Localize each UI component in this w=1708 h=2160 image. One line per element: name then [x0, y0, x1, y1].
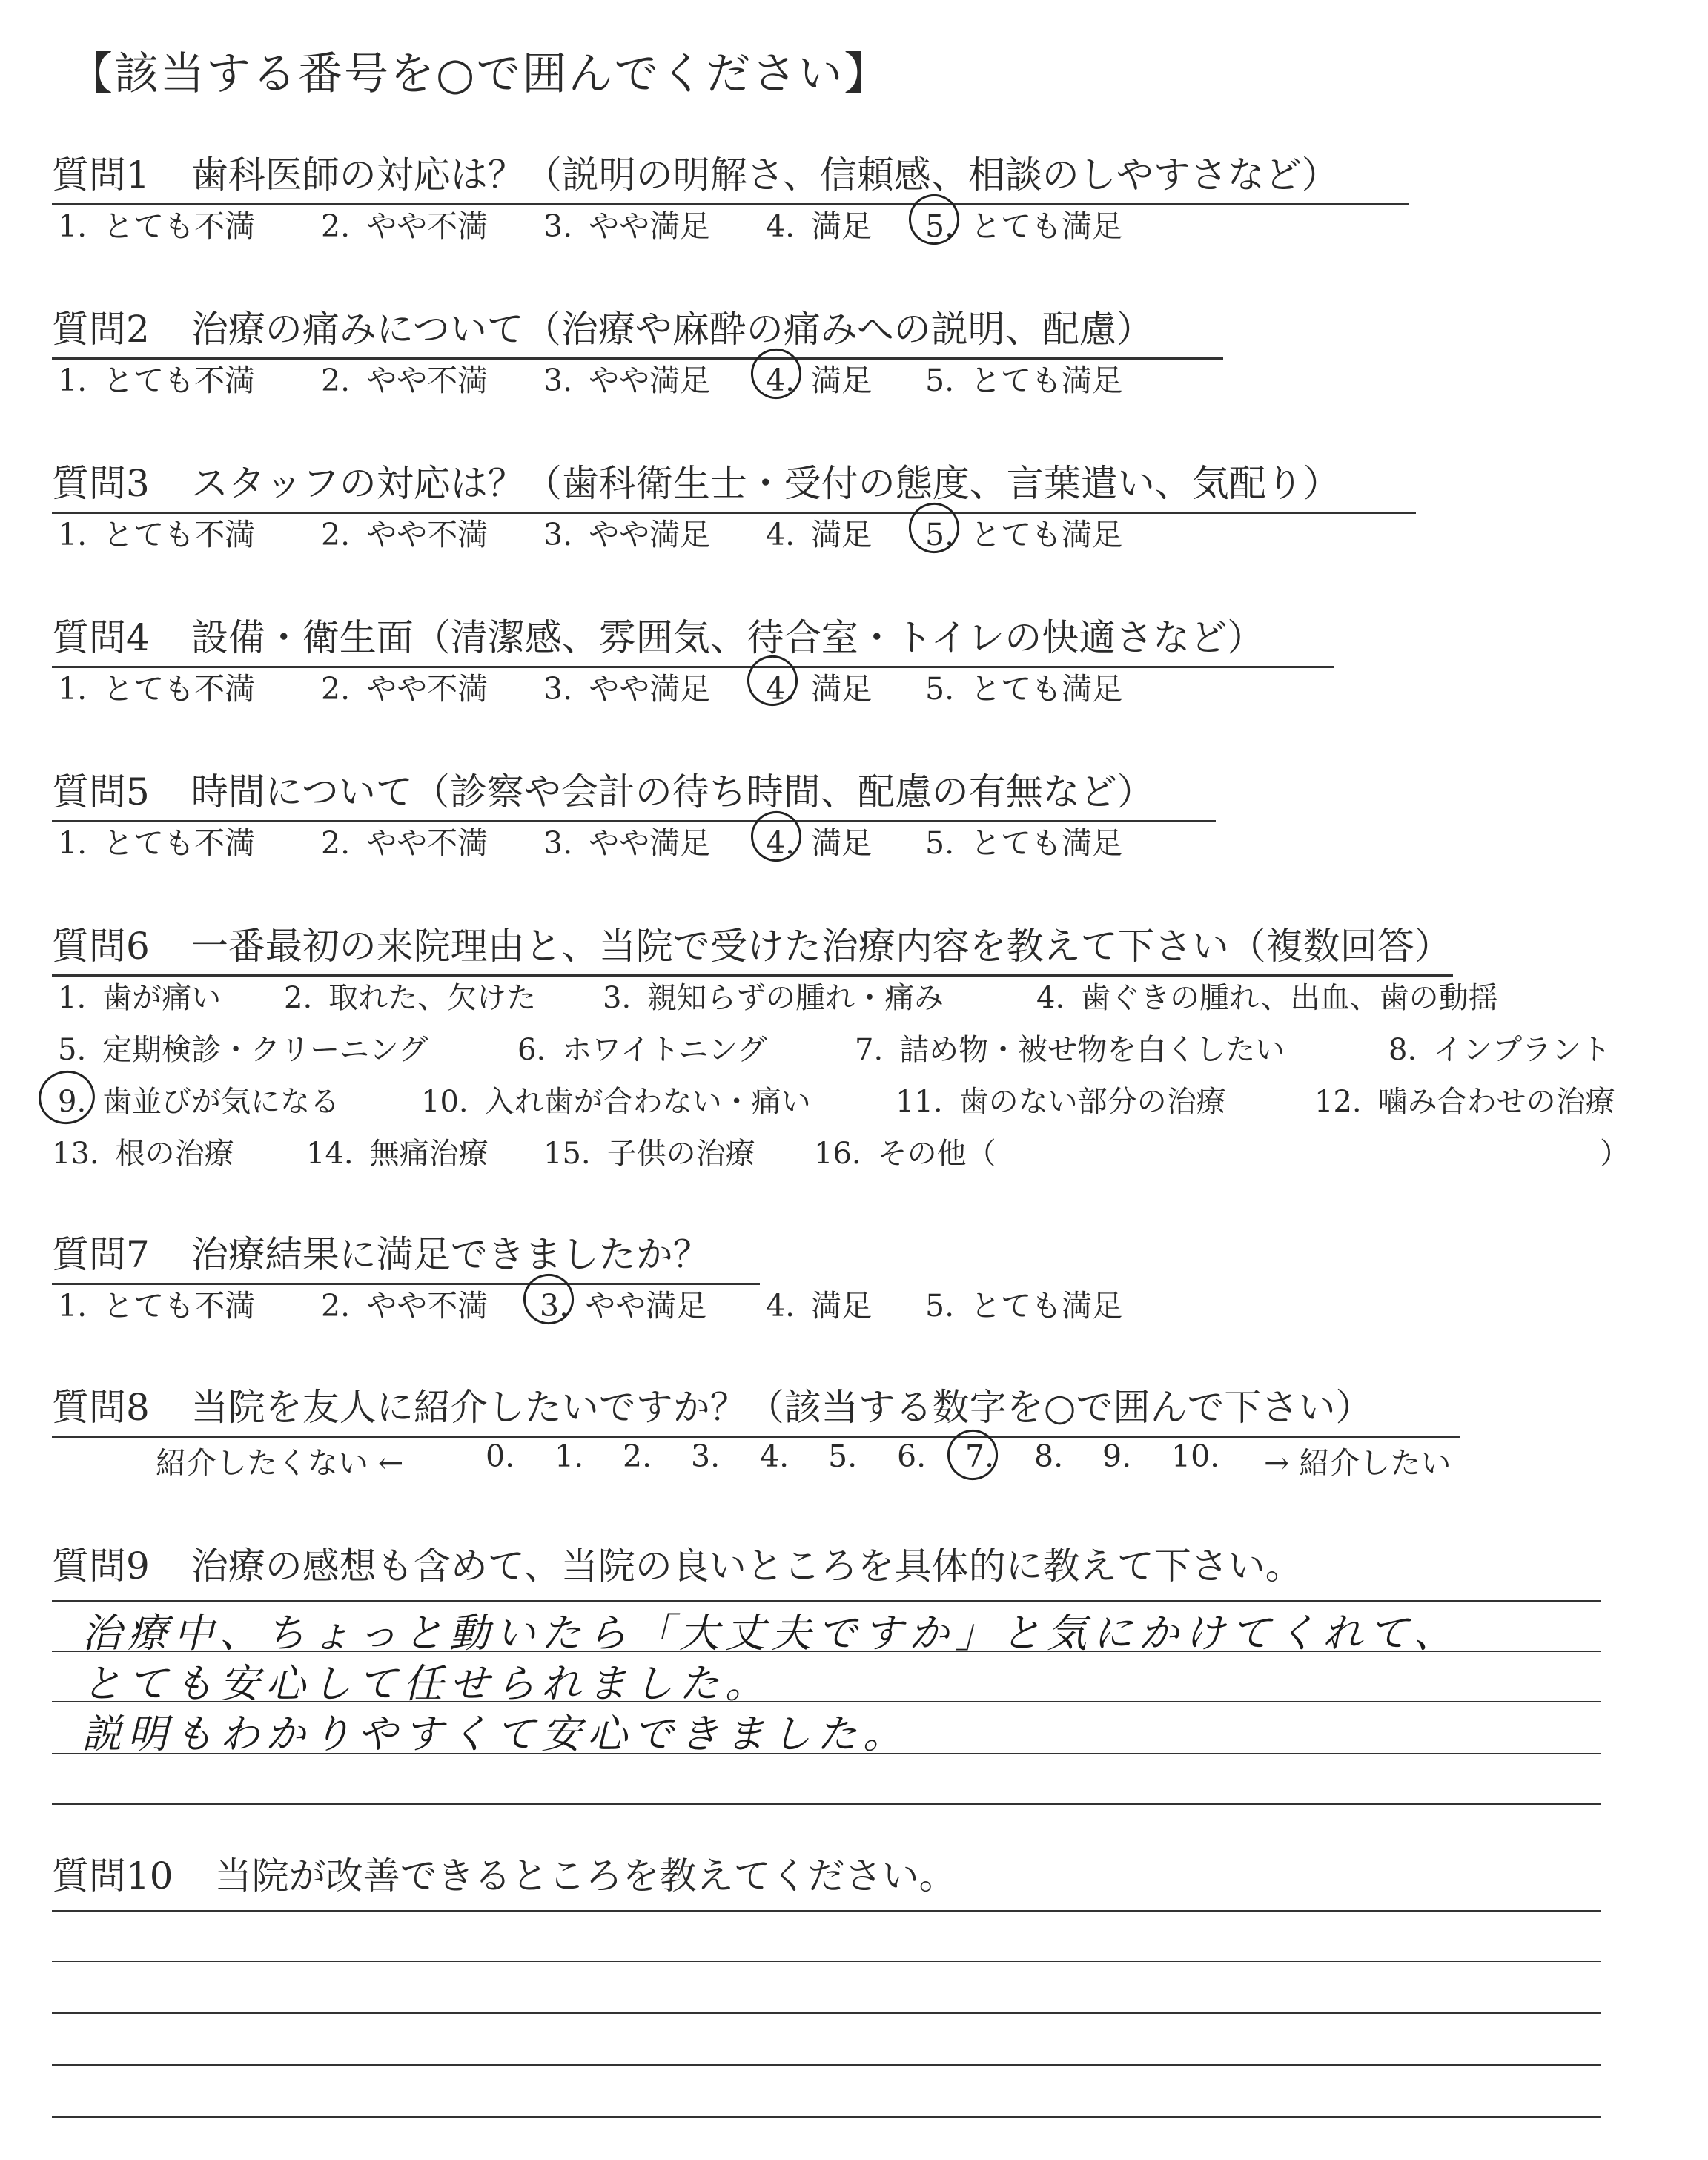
q6-option-16-label: その他（	[877, 1137, 996, 1171]
q7-option-1[interactable]	[58, 1281, 255, 1325]
question-4-text: 設備・衛生面（清潔感、雰囲気、待合室・トイレの快適さなど）	[191, 616, 1265, 659]
q2-option-4-num: 4.	[766, 363, 795, 398]
q3-option-1[interactable]	[58, 510, 255, 554]
q10-line-2	[52, 1961, 1601, 1962]
q6-option-14[interactable]	[306, 1130, 489, 1172]
q4-option-1-label: とても不満	[103, 671, 256, 707]
q6-option-1-num: 1.	[58, 981, 87, 1015]
question-4-title	[52, 608, 1334, 668]
q4-option-4-num: 4.	[766, 671, 795, 707]
q6-option-4-label: 歯ぐきの腫れ、出血、歯の動揺	[1081, 981, 1498, 1015]
instruction-header: 【該当する番号を○で囲んでください】	[68, 48, 890, 100]
q3-option-4-num: 4.	[766, 517, 795, 552]
q6-option-11-num: 11.	[896, 1085, 943, 1119]
q5-option-3-label: やや満足	[589, 825, 711, 861]
q1-option-5-label: とても満足	[970, 208, 1123, 244]
q2-option-2-num: 2.	[321, 363, 351, 398]
q3-option-4[interactable]	[766, 510, 872, 554]
q5-option-4-label: 満足	[811, 825, 873, 861]
q7-option-5[interactable]	[925, 1281, 1122, 1325]
q6-option-1[interactable]	[58, 974, 221, 1017]
q8-value-8[interactable]: 8.	[1034, 1439, 1064, 1474]
q8-value-5[interactable]: 5.	[828, 1439, 858, 1474]
q7-option-2-num: 2.	[321, 1288, 351, 1324]
q1-option-1-label: とても不満	[103, 208, 256, 244]
q6-option-3[interactable]	[603, 974, 944, 1017]
q6-option-12-num: 12.	[1314, 1085, 1362, 1119]
question-2-text: 治療の痛みについて（治療や麻酔の痛みへの説明、配慮）	[191, 308, 1153, 351]
q6-option-3-label: 親知らずの腫れ・痛み	[647, 981, 944, 1015]
q8-value-6[interactable]: 6.	[897, 1439, 927, 1474]
q9-handwritten-line-3: 説明もわかりやすくて安心できました。	[82, 1711, 909, 1757]
question-7-number: 質問7	[52, 1233, 150, 1276]
q10-line-3	[52, 2012, 1601, 2014]
q1-option-3[interactable]	[543, 202, 710, 245]
q5-option-5-num: 5.	[925, 825, 955, 861]
q3-option-2-num: 2.	[321, 517, 351, 552]
q1-option-2-label: やや不満	[366, 208, 489, 244]
q6-option-7-label: 詰め物・被せ物を白くしたい	[899, 1033, 1285, 1067]
q4-option-2-label: やや不満	[366, 671, 489, 707]
q8-value-3[interactable]: 3.	[691, 1439, 721, 1474]
question-5-title	[52, 762, 1216, 822]
q2-option-5-label: とても満足	[970, 363, 1123, 398]
q6-option-1-label: 歯が痛い	[102, 981, 222, 1015]
q8-value-0[interactable]: 0.	[486, 1439, 515, 1474]
q7-option-5-num: 5.	[925, 1288, 955, 1324]
q1-option-4[interactable]	[766, 202, 872, 245]
question-1-number: 質問1	[52, 153, 150, 196]
q1-option-4-num: 4.	[766, 208, 795, 244]
q6-option-13-num: 13.	[52, 1137, 99, 1171]
q3-option-3-label: やや満足	[589, 517, 711, 552]
q6-option-10-label: 入れ歯が合わない・痛い	[484, 1085, 811, 1119]
question-9-text: 治療の感想も含めて、当院の良いところを具体的に教えて下さい。	[191, 1545, 1302, 1588]
q6-option-5-num: 5.	[58, 1033, 87, 1067]
q6-option-8-num: 8.	[1388, 1033, 1417, 1067]
q9-handwritten-line-2: とても安心して任せられました。	[82, 1660, 771, 1707]
question-10-title	[52, 1846, 956, 1904]
q5-option-2-num: 2.	[321, 825, 351, 861]
question-10-number: 質問10	[52, 1855, 173, 1898]
q6-option-7-num: 7.	[855, 1033, 884, 1067]
q7-option-4-label: 満足	[811, 1288, 873, 1324]
q1-option-5-num: 5.	[925, 208, 955, 244]
question-8-number: 質問8	[52, 1386, 150, 1429]
q2-option-1-num: 1.	[58, 363, 87, 398]
q1-option-3-num: 3.	[543, 208, 573, 244]
q4-option-1[interactable]	[58, 664, 255, 708]
q3-option-4-label: 満足	[811, 517, 873, 552]
q1-option-3-label: やや満足	[589, 208, 711, 244]
q6-option-2-num: 2.	[284, 981, 313, 1015]
question-10-text: 当院が改善できるところを教えてください。	[214, 1855, 956, 1898]
question-2-number: 質問2	[52, 308, 150, 351]
q6-option-2-label: 取れた、欠けた	[328, 981, 537, 1015]
q7-option-4-num: 4.	[766, 1288, 795, 1324]
q6-option-7[interactable]	[855, 1026, 1285, 1069]
q6-option-11[interactable]	[896, 1078, 1226, 1120]
question-1-text: 歯科医師の対応は？（説明の明解さ、信頼感、相談のしやすさなど）	[191, 153, 1339, 196]
q3-option-5-num: 5.	[925, 517, 955, 552]
q9-handwritten-line-1: 治療中、ちょっと動いたら「大丈夫ですか」と気にかけてくれて、	[82, 1610, 1460, 1657]
q3-option-2[interactable]	[321, 510, 488, 554]
q1-option-1-num: 1.	[58, 208, 87, 244]
q2-option-3-num: 3.	[543, 363, 573, 398]
q4-option-3-label: やや満足	[589, 671, 711, 707]
q7-option-3-label: やや満足	[585, 1288, 707, 1324]
q6-option-6-num: 6.	[517, 1033, 546, 1067]
question-7-text: 治療結果に満足できましたか？	[191, 1233, 710, 1276]
q6-option-12[interactable]	[1314, 1078, 1615, 1120]
q3-option-3-num: 3.	[543, 517, 573, 552]
q6-option-9[interactable]	[58, 1078, 340, 1120]
q6-option-16-num: 16.	[814, 1137, 861, 1171]
q8-value-4[interactable]: 4.	[760, 1439, 790, 1474]
q6-option-16[interactable]	[814, 1130, 996, 1172]
q10-line-5	[52, 2116, 1601, 2118]
q6-option-14-label: 無痛治療	[369, 1137, 489, 1171]
q6-option-5[interactable]	[58, 1026, 428, 1069]
question-6-title	[52, 916, 1453, 977]
q3-option-3[interactable]	[543, 510, 710, 554]
question-5-text: 時間について（診察や会計の待ち時間、配慮の有無など）	[191, 770, 1154, 813]
q6-option-6-label: ホワイトニング	[562, 1033, 767, 1067]
question-8-title	[52, 1378, 1460, 1438]
q6-option-4[interactable]	[1036, 974, 1498, 1017]
question-4-number: 質問4	[52, 616, 150, 659]
question-7-title	[52, 1225, 760, 1285]
q6-option-5-label: 定期検診・クリーニング	[102, 1033, 428, 1067]
q4-option-3[interactable]	[543, 664, 710, 708]
q6-option-8[interactable]	[1388, 1026, 1611, 1069]
q1-option-2-num: 2.	[321, 208, 351, 244]
q2-option-2-label: やや不満	[366, 363, 489, 398]
q2-option-2[interactable]	[321, 356, 488, 400]
q2-option-3-label: やや満足	[589, 363, 711, 398]
q5-option-2-label: やや不満	[366, 825, 489, 861]
q7-option-2-label: やや不満	[366, 1288, 489, 1324]
q1-option-2[interactable]	[321, 202, 488, 245]
q4-option-5-num: 5.	[925, 671, 955, 707]
q5-option-1-num: 1.	[58, 825, 87, 861]
question-3-text: スタッフの対応は？（歯科衛生士・受付の態度、言葉遣い、気配り）	[191, 462, 1340, 505]
q10-line-4	[52, 2064, 1601, 2066]
q2-option-5[interactable]	[925, 356, 1122, 400]
q1-option-4-label: 満足	[811, 208, 873, 244]
q4-option-3-num: 3.	[543, 671, 573, 707]
q8-value-1[interactable]: 1.	[555, 1439, 584, 1474]
q4-option-1-num: 1.	[58, 671, 87, 707]
q2-option-3[interactable]	[543, 356, 710, 400]
q4-option-2-num: 2.	[321, 671, 351, 707]
q2-option-1-label: とても不満	[103, 363, 256, 398]
q6-option-10-num: 10.	[421, 1085, 469, 1119]
q5-option-1[interactable]	[58, 819, 255, 862]
question-9-title	[52, 1536, 1302, 1594]
q2-option-5-num: 5.	[925, 363, 955, 398]
q10-line-1	[52, 1910, 1601, 1912]
q6-option-6[interactable]	[517, 1026, 767, 1069]
q6-option-15[interactable]	[543, 1130, 755, 1172]
q6-option-12-label: 噛み合わせの治療	[1377, 1085, 1615, 1119]
q9-line-5	[52, 1803, 1601, 1805]
q4-option-2[interactable]	[321, 664, 488, 708]
q6-option-3-num: 3.	[603, 981, 632, 1015]
q6-option-13[interactable]	[52, 1130, 234, 1172]
q5-option-3-num: 3.	[543, 825, 573, 861]
q8-left-label: 紹介したくない ←	[156, 1445, 404, 1481]
q8-value-9[interactable]: 9.	[1102, 1439, 1132, 1474]
q6-option-4-num: 4.	[1036, 981, 1065, 1015]
q8-right-label: → 紹介したい	[1264, 1445, 1452, 1481]
question-2-title	[52, 300, 1223, 360]
q1-option-1[interactable]	[58, 202, 255, 245]
q3-option-1-label: とても不満	[103, 517, 256, 552]
q6-option-9-num: 9.	[58, 1085, 87, 1119]
q7-option-4[interactable]	[766, 1281, 872, 1325]
question-3-number: 質問3	[52, 462, 150, 505]
q3-option-2-label: やや不満	[366, 517, 489, 552]
q5-option-4-num: 4.	[766, 825, 795, 861]
q3-option-1-num: 1.	[58, 517, 87, 552]
question-8-text: 当院を友人に紹介したいですか？（該当する数字を○で囲んで下さい）	[191, 1386, 1373, 1429]
question-1-title	[52, 145, 1409, 205]
q5-option-2[interactable]	[321, 819, 488, 862]
q8-value-7[interactable]: 7.	[965, 1439, 995, 1474]
q6-option-16-close-paren: ）	[1600, 1137, 1629, 1171]
q6-option-11-label: 歯のない部分の治療	[959, 1085, 1226, 1119]
q6-option-10[interactable]	[421, 1078, 811, 1120]
q6-option-14-num: 14.	[306, 1137, 354, 1171]
q7-option-1-label: とても不満	[103, 1288, 256, 1324]
q5-option-3[interactable]	[543, 819, 710, 862]
q6-option-8-label: インプラント	[1433, 1033, 1612, 1067]
q2-option-1[interactable]	[58, 356, 255, 400]
q6-option-13-label: 根の治療	[115, 1137, 234, 1171]
q8-value-10[interactable]: 10.	[1171, 1439, 1220, 1474]
q6-option-15-num: 15.	[543, 1137, 591, 1171]
q2-option-4-label: 満足	[811, 363, 873, 398]
q6-option-2[interactable]	[284, 974, 536, 1017]
q5-option-1-label: とても不満	[103, 825, 256, 861]
question-6-number: 質問6	[52, 925, 150, 968]
question-6-text: 一番最初の来院理由と、当院で受けた治療内容を教えて下さい（複数回答）	[191, 925, 1452, 968]
q8-value-2[interactable]: 2.	[623, 1439, 652, 1474]
q7-option-3-num: 3.	[540, 1288, 569, 1324]
q6-option-9-label: 歯並びが気になる	[102, 1085, 340, 1119]
q3-option-5-label: とても満足	[970, 517, 1123, 552]
q4-option-5[interactable]	[925, 664, 1122, 708]
question-3-title	[52, 454, 1416, 514]
question-9-number: 質問9	[52, 1545, 150, 1588]
q7-option-5-label: とても満足	[970, 1288, 1123, 1324]
q8-nps-scale	[156, 1439, 1549, 1483]
q7-option-1-num: 1.	[58, 1288, 87, 1324]
q7-option-2[interactable]	[321, 1281, 488, 1325]
q4-option-4-label: 満足	[811, 671, 873, 707]
question-5-number: 質問5	[52, 770, 150, 813]
q5-option-5-label: とても満足	[970, 825, 1123, 861]
q5-option-5[interactable]	[925, 819, 1122, 862]
q4-option-5-label: とても満足	[970, 671, 1123, 707]
q6-option-15-label: 子供の治療	[606, 1137, 755, 1171]
